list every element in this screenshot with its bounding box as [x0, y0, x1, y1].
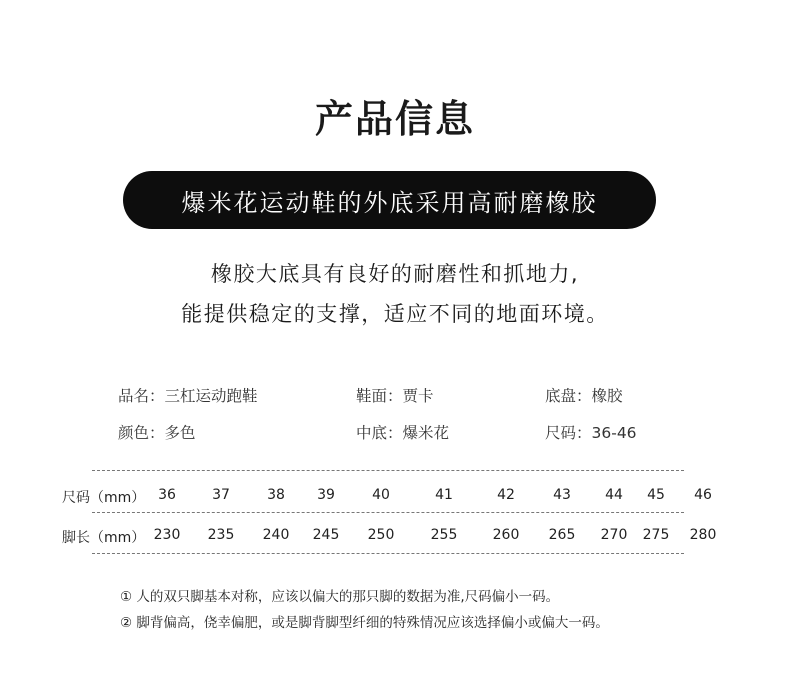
table-divider-middle	[92, 512, 684, 513]
spec-midsole: 中底：爆米花	[356, 424, 450, 442]
size-cell: 46	[694, 487, 712, 503]
spec-name: 品名：三杠运动跑鞋	[118, 387, 258, 405]
note-2: ② 脚背偏高，侥幸偏肥，或是脚背脚型纤细的特殊情况应该选择偏小或偏大一码。	[120, 615, 609, 631]
description-line-2: 能提供稳定的支撑，适应不同的地面环境。	[181, 302, 609, 326]
size-cell: 38	[267, 487, 285, 503]
length-cell: 240	[262, 527, 290, 543]
size-cell: 41	[435, 487, 453, 503]
size-cell: 36	[158, 487, 176, 503]
size-cell: 43	[553, 487, 571, 503]
table-divider-bottom	[92, 553, 684, 554]
size-row-label: 尺码（mm）	[62, 490, 146, 506]
table-divider-top	[92, 470, 684, 471]
length-cell: 280	[689, 527, 717, 543]
highlight-banner	[123, 171, 656, 229]
size-cell: 39	[317, 487, 335, 503]
spec-upper: 鞋面：贾卡	[356, 387, 434, 405]
length-cell: 235	[207, 527, 235, 543]
spec-size: 尺码：36-46	[545, 424, 637, 442]
size-cell: 45	[647, 487, 665, 503]
length-cell: 260	[492, 527, 520, 543]
page-title: 产品信息	[314, 97, 475, 141]
length-cell: 275	[642, 527, 670, 543]
length-cell: 250	[367, 527, 395, 543]
length-cell: 270	[600, 527, 628, 543]
length-cell: 255	[430, 527, 458, 543]
size-cell: 37	[212, 487, 230, 503]
description-line-1: 橡胶大底具有良好的耐磨性和抓地力,	[210, 262, 580, 286]
size-cell: 40	[372, 487, 390, 503]
banner-text: 爆米花运动鞋的外底采用高耐磨橡胶	[181, 188, 598, 217]
length-cell: 230	[153, 527, 181, 543]
spec-color: 颜色：多色	[118, 424, 196, 442]
note-1: ① 人的双只脚基本对称，应该以偏大的那只脚的数据为准,尺码偏小一码。	[120, 589, 560, 605]
spec-sole: 底盘：橡胶	[545, 387, 623, 405]
length-cell: 245	[312, 527, 340, 543]
size-cell: 44	[605, 487, 623, 503]
length-row-label: 脚长（mm）	[62, 530, 146, 546]
length-cell: 265	[548, 527, 576, 543]
size-cell: 42	[497, 487, 515, 503]
